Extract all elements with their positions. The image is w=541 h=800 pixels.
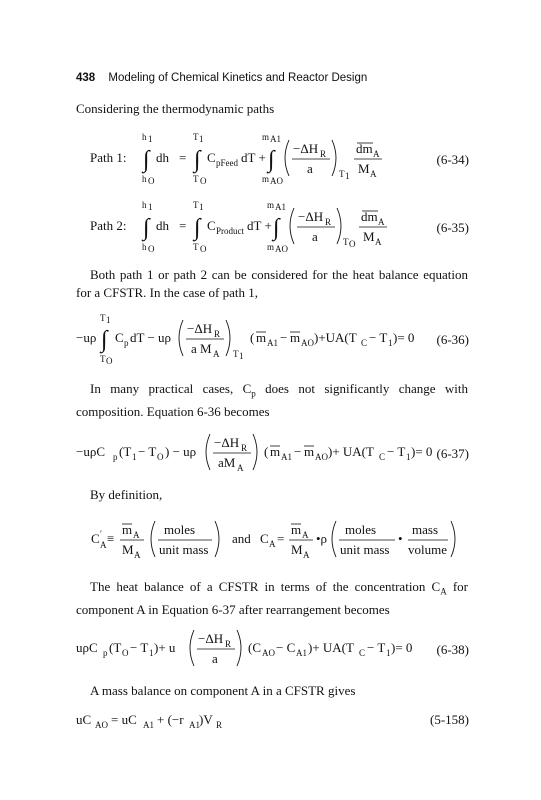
svg-text:dT − uρ: dT − uρ bbox=[130, 330, 172, 345]
svg-text:− T: − T bbox=[130, 640, 149, 655]
svg-text:1: 1 bbox=[132, 452, 137, 462]
svg-text:− T: − T bbox=[138, 444, 157, 459]
svg-text:R: R bbox=[225, 639, 232, 649]
svg-text:1: 1 bbox=[106, 315, 111, 325]
svg-text:1: 1 bbox=[386, 648, 391, 658]
svg-text:T: T bbox=[100, 354, 106, 364]
svg-text:AO: AO bbox=[315, 452, 328, 462]
svg-text:1: 1 bbox=[406, 452, 411, 462]
equation-definition bbox=[0, 513, 541, 563]
svg-text:AO: AO bbox=[301, 338, 314, 348]
svg-text:−ΔH: −ΔH bbox=[187, 321, 213, 336]
svg-text:AO: AO bbox=[270, 176, 283, 186]
svg-text:1: 1 bbox=[239, 351, 244, 361]
svg-text:− T: − T bbox=[387, 444, 406, 459]
svg-text:AO: AO bbox=[262, 648, 275, 658]
svg-text:)= 0: )= 0 bbox=[391, 640, 413, 655]
svg-text:1: 1 bbox=[148, 134, 153, 144]
svg-text:AO: AO bbox=[95, 720, 108, 730]
svg-text:m: m bbox=[267, 242, 275, 252]
svg-text:A: A bbox=[213, 349, 220, 359]
running-header bbox=[76, 72, 367, 84]
svg-text:− T: − T bbox=[367, 640, 386, 655]
svg-text:A1: A1 bbox=[275, 202, 286, 212]
svg-text:a: a bbox=[312, 229, 318, 244]
svg-text:C: C bbox=[207, 150, 216, 165]
svg-text:A: A bbox=[302, 530, 309, 540]
svg-text:=: = bbox=[179, 218, 187, 233]
svg-text:∫: ∫ bbox=[101, 327, 108, 353]
svg-text:(C: (C bbox=[248, 640, 261, 655]
svg-text:•: • bbox=[398, 531, 403, 546]
volume-label: volume bbox=[408, 542, 447, 557]
equation-5-158 bbox=[0, 704, 541, 734]
svg-text:∫: ∫ bbox=[273, 215, 280, 241]
svg-text:C: C bbox=[359, 648, 366, 658]
svg-text:A: A bbox=[237, 463, 244, 473]
svg-text:m: m bbox=[256, 330, 267, 345]
svg-text:p: p bbox=[103, 648, 108, 658]
svg-text:A1: A1 bbox=[267, 338, 278, 348]
paragraph-cp: In many practical cases, $C_p$ does not significantly change with composition. Equation 6-36 becomes bbox=[76, 381, 468, 419]
svg-text:−uρ: −uρ bbox=[76, 330, 97, 345]
equation-6-34 bbox=[0, 132, 541, 184]
svg-text:m: m bbox=[262, 132, 270, 142]
moles-label-2: moles bbox=[345, 522, 377, 537]
svg-text:= uC: = uC bbox=[111, 712, 137, 727]
svg-text:R: R bbox=[214, 329, 221, 339]
svg-text:C: C bbox=[361, 338, 368, 348]
svg-text:(: ( bbox=[250, 330, 255, 345]
svg-text:A1: A1 bbox=[296, 648, 307, 658]
svg-text:T: T bbox=[339, 169, 345, 179]
svg-text:−: − bbox=[280, 330, 288, 345]
svg-text:dm: dm bbox=[356, 141, 373, 156]
svg-text:1: 1 bbox=[199, 134, 204, 144]
svg-text:dh: dh bbox=[156, 150, 169, 165]
equation-number-6-35: (6-35) bbox=[436, 220, 469, 235]
svg-text:O: O bbox=[349, 239, 356, 249]
svg-text:)= 0: )= 0 bbox=[393, 330, 415, 345]
svg-text:C: C bbox=[260, 531, 269, 546]
svg-text:pFeed: pFeed bbox=[216, 158, 238, 168]
svg-text:−uρC: −uρC bbox=[76, 444, 105, 459]
equation-6-35 bbox=[0, 200, 541, 252]
paragraph-intro: Considering the thermodynamic paths bbox=[76, 101, 275, 116]
equation-number-6-38: (6-38) bbox=[436, 642, 469, 657]
paragraph-heat-balance: The heat balance of a CFSTR in terms of the concentration $C_A$ for component A in Equation 6-37 after rearrangement becomes bbox=[76, 579, 468, 617]
svg-text:O: O bbox=[200, 244, 207, 254]
svg-text:p: p bbox=[124, 338, 129, 348]
svg-text:R: R bbox=[320, 149, 327, 159]
svg-text:)= 0: )= 0 bbox=[411, 444, 433, 459]
svg-text:)+ UA(T: )+ UA(T bbox=[328, 444, 374, 459]
unit-mass-label-2: unit mass bbox=[340, 542, 390, 557]
svg-text:(T: (T bbox=[109, 640, 122, 655]
svg-text:m: m bbox=[304, 444, 315, 459]
svg-text:O: O bbox=[148, 244, 155, 254]
equation-6-36 bbox=[0, 312, 541, 364]
paragraph-mass-balance: A mass balance on component A in a CFSTR gives bbox=[90, 683, 356, 698]
svg-text:=: = bbox=[179, 150, 187, 165]
svg-text:M: M bbox=[358, 161, 370, 176]
svg-text:C: C bbox=[207, 218, 216, 233]
svg-text:C: C bbox=[115, 330, 124, 345]
paragraph-definition: By definition, bbox=[90, 487, 163, 502]
svg-text:a M: a M bbox=[191, 341, 212, 356]
svg-text:aM: aM bbox=[218, 455, 236, 470]
svg-text:Product: Product bbox=[216, 226, 244, 236]
svg-text:)+ u: )+ u bbox=[154, 640, 176, 655]
svg-text:A1: A1 bbox=[270, 134, 281, 144]
equation-number-5-158: (5-158) bbox=[430, 712, 469, 727]
equation-definition-math bbox=[0, 513, 541, 563]
equation-6-37 bbox=[0, 426, 541, 476]
svg-text:′: ′ bbox=[100, 529, 102, 539]
svg-text:A: A bbox=[303, 550, 310, 560]
svg-text:h: h bbox=[142, 242, 147, 252]
equation-number-6-36: (6-36) bbox=[436, 332, 469, 347]
svg-text:•ρ: •ρ bbox=[316, 531, 328, 546]
svg-text:∫: ∫ bbox=[143, 147, 150, 173]
svg-text:T: T bbox=[193, 132, 199, 142]
svg-text:−ΔH: −ΔH bbox=[293, 141, 319, 156]
svg-text:O: O bbox=[157, 452, 164, 462]
equation-number-6-34: (6-34) bbox=[436, 152, 469, 167]
svg-text:1: 1 bbox=[345, 171, 350, 181]
svg-text:−ΔH: −ΔH bbox=[214, 435, 240, 450]
svg-text:A: A bbox=[370, 169, 377, 179]
svg-text:∫: ∫ bbox=[143, 215, 150, 241]
svg-text:h: h bbox=[142, 200, 147, 210]
svg-text:C: C bbox=[379, 452, 386, 462]
svg-text:m: m bbox=[262, 174, 270, 184]
equation-6-38 bbox=[0, 622, 541, 672]
svg-text:M: M bbox=[122, 542, 134, 557]
svg-text:− C: − C bbox=[276, 640, 296, 655]
svg-text:A: A bbox=[375, 237, 382, 247]
svg-text:1: 1 bbox=[148, 202, 153, 212]
svg-text:) − uρ: ) − uρ bbox=[165, 444, 197, 459]
svg-text:=: = bbox=[277, 531, 285, 546]
svg-text:)V: )V bbox=[199, 712, 213, 727]
page-number: 438 bbox=[76, 72, 96, 84]
svg-text:T: T bbox=[193, 174, 199, 184]
path1-label: Path 1: bbox=[90, 150, 127, 165]
svg-text:(: ( bbox=[264, 444, 269, 459]
svg-text:A: A bbox=[133, 530, 140, 540]
svg-text:1: 1 bbox=[149, 648, 154, 658]
mass-label: mass bbox=[412, 522, 438, 537]
svg-text:A1: A1 bbox=[143, 720, 154, 730]
svg-text:+ (−r: + (−r bbox=[157, 712, 184, 727]
svg-text:T: T bbox=[193, 242, 199, 252]
svg-text:A1: A1 bbox=[281, 452, 292, 462]
svg-text:−ΔH: −ΔH bbox=[198, 631, 224, 646]
svg-text:∫: ∫ bbox=[194, 215, 201, 241]
svg-text:AO: AO bbox=[275, 244, 288, 254]
svg-text:O: O bbox=[148, 176, 155, 186]
svg-text:1: 1 bbox=[199, 202, 204, 212]
svg-text:h: h bbox=[142, 132, 147, 142]
svg-text:dh: dh bbox=[156, 218, 169, 233]
svg-text:O: O bbox=[122, 648, 129, 658]
svg-text:O: O bbox=[200, 176, 207, 186]
running-title: Modeling of Chemical Kinetics and Reactor Design bbox=[108, 72, 368, 84]
paragraph-paths: Both path 1 or path 2 can be considered for the heat balance equation for a CFSTR. In the case of path 1, bbox=[76, 267, 468, 300]
svg-text:a: a bbox=[307, 161, 313, 176]
svg-text:h: h bbox=[142, 174, 147, 184]
svg-text:−ΔH: −ΔH bbox=[298, 209, 324, 224]
svg-text:dT +: dT + bbox=[247, 218, 272, 233]
svg-text:uC: uC bbox=[76, 712, 92, 727]
svg-text:T: T bbox=[233, 349, 239, 359]
svg-text:A: A bbox=[100, 540, 107, 550]
svg-text:)+ UA(T: )+ UA(T bbox=[308, 640, 354, 655]
svg-text:R: R bbox=[216, 720, 223, 730]
svg-text:R: R bbox=[241, 443, 248, 453]
svg-text:T: T bbox=[343, 237, 349, 247]
svg-text:dT +: dT + bbox=[241, 150, 266, 165]
svg-text:C: C bbox=[91, 531, 100, 546]
svg-text:∫: ∫ bbox=[194, 147, 201, 173]
svg-text:A1: A1 bbox=[189, 720, 200, 730]
svg-text:m: m bbox=[122, 522, 133, 537]
svg-text:∫: ∫ bbox=[268, 147, 275, 173]
svg-text:≡: ≡ bbox=[107, 531, 115, 546]
svg-text:−: − bbox=[294, 444, 302, 459]
and-label: and bbox=[232, 531, 251, 546]
svg-text:1: 1 bbox=[388, 338, 393, 348]
svg-text:dm: dm bbox=[361, 209, 378, 224]
svg-text:m: m bbox=[290, 330, 301, 345]
svg-text:m: m bbox=[267, 200, 275, 210]
svg-text:M: M bbox=[291, 542, 303, 557]
svg-text:m: m bbox=[270, 444, 281, 459]
svg-text:uρC: uρC bbox=[76, 640, 98, 655]
path2-label: Path 2: bbox=[90, 218, 127, 233]
equation-number-6-37: (6-37) bbox=[436, 446, 469, 461]
svg-text:(T: (T bbox=[119, 444, 132, 459]
svg-text:a: a bbox=[212, 651, 218, 666]
svg-text:A: A bbox=[269, 539, 276, 549]
svg-text:p: p bbox=[113, 452, 118, 462]
svg-text:A: A bbox=[378, 217, 385, 227]
svg-text:− T: − T bbox=[369, 330, 388, 345]
svg-text:R: R bbox=[325, 217, 332, 227]
svg-text:T: T bbox=[100, 313, 106, 323]
moles-label: moles bbox=[164, 522, 196, 537]
svg-text:)+UA(T: )+UA(T bbox=[314, 330, 357, 345]
svg-text:O: O bbox=[106, 356, 113, 366]
svg-text:A: A bbox=[134, 550, 141, 560]
svg-text:T: T bbox=[193, 200, 199, 210]
svg-text:M: M bbox=[363, 229, 375, 244]
unit-mass-label: unit mass bbox=[159, 542, 209, 557]
svg-text:A: A bbox=[373, 149, 380, 159]
svg-text:m: m bbox=[291, 522, 302, 537]
